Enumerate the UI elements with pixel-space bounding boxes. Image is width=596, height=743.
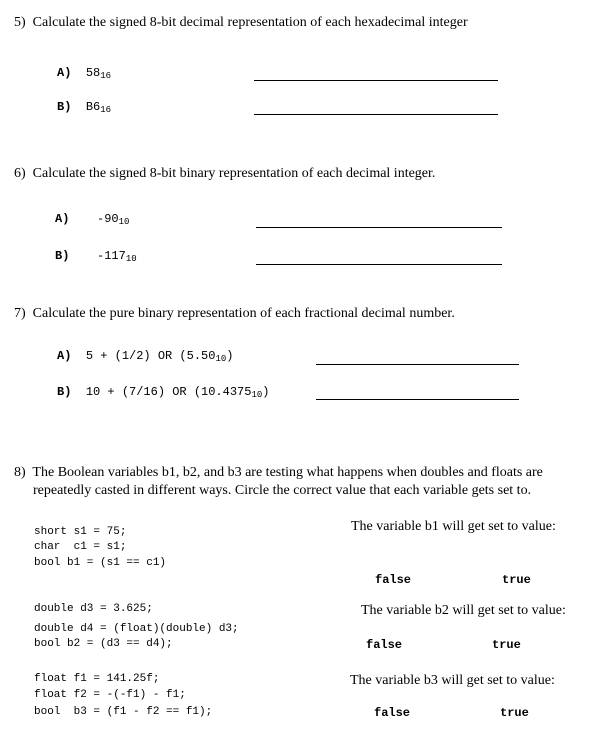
- b2-prompt: The variable b2 will get set to value:: [361, 603, 566, 618]
- code-line: double d3 = 3.625;: [34, 603, 153, 615]
- q5-b-answer-line[interactable]: [254, 114, 498, 115]
- q6-number: 6): [14, 166, 26, 181]
- b3-false-option[interactable]: false: [374, 706, 411, 720]
- q5-number: 5): [14, 15, 26, 30]
- code-line: bool b3 = (f1 - f2 == f1);: [34, 706, 213, 718]
- q5-item-a: [57, 66, 111, 81]
- q7-heading: [14, 306, 455, 322]
- q8-heading: [14, 465, 543, 481]
- q8-text-line2: repeatedly casted in different ways. Circle the correct value that each variable gets set to.: [33, 483, 532, 498]
- q6-a-base: 10: [118, 217, 130, 227]
- q5-text: Calculate the signed 8-bit decimal representation of each hexadecimal integer: [32, 15, 468, 30]
- q7-number: 7): [14, 306, 26, 321]
- q5-b-label: B): [57, 100, 72, 114]
- q7-a-close: ): [226, 349, 234, 363]
- q6-a-label: A): [55, 212, 70, 226]
- q6-b-answer-line[interactable]: [256, 264, 502, 265]
- q7-a-label: A): [57, 349, 72, 363]
- q6-a-answer-line[interactable]: [256, 227, 502, 228]
- b1-prompt: The variable b1 will get set to value:: [351, 519, 556, 534]
- code-line: float f2 = -(-f1) - f1;: [34, 689, 186, 701]
- q7-a-expr: 5 + (1/2) OR (5.50: [85, 349, 216, 363]
- b2-false-option[interactable]: false: [366, 638, 403, 652]
- b3-true-option[interactable]: true: [500, 706, 529, 720]
- q6-b-base: 10: [125, 254, 137, 264]
- q7-a-base: 10: [215, 354, 227, 364]
- q6-heading: [14, 166, 435, 182]
- b1-false-option[interactable]: false: [375, 573, 412, 587]
- q5-a-answer-line[interactable]: [254, 80, 498, 81]
- q7-b-close: ): [262, 385, 270, 399]
- q5-item-b: [57, 100, 111, 115]
- q5-b-value: B6: [85, 100, 101, 114]
- b2-true-option[interactable]: true: [492, 638, 521, 652]
- q6-b-value-wrap: [97, 249, 137, 264]
- q7-b-label: B): [57, 385, 72, 399]
- q7-text: Calculate the pure binary representation of each fractional decimal number.: [32, 306, 455, 321]
- q5-heading: [14, 15, 468, 31]
- q6-text: Calculate the signed 8-bit binary representation of each decimal integer.: [32, 166, 436, 181]
- q7-b-base: 10: [251, 390, 263, 400]
- code-line: bool b2 = (d3 == d4);: [34, 638, 173, 650]
- code-line: short s1 = 75;: [34, 526, 127, 538]
- q7-b-expr: 10 + (7/16) OR (10.4375: [85, 385, 252, 399]
- q7-item-a: [57, 349, 233, 364]
- q6-a-value: -90: [97, 212, 119, 226]
- q6-b-value: -117: [97, 249, 126, 263]
- q5-b-base: 16: [100, 105, 112, 115]
- q5-a-value: 58: [85, 66, 101, 80]
- q8-number: 8): [14, 465, 26, 480]
- code-line: bool b1 = (s1 == c1): [34, 557, 167, 569]
- q6-b-label: B): [55, 249, 70, 263]
- q7-a-answer-line[interactable]: [316, 364, 519, 365]
- q7-item-b: [57, 385, 269, 400]
- q8-text-line1: The Boolean variables b1, b2, and b3 are testing what happens when doubles and floats are: [32, 465, 543, 480]
- code-line: double d4 = (float)(double) d3;: [34, 623, 239, 635]
- q6-a-value-wrap: [97, 212, 129, 227]
- b1-true-option[interactable]: true: [502, 573, 531, 587]
- code-line: char c1 = s1;: [34, 541, 127, 553]
- code-line: float f1 = 141.25f;: [34, 673, 160, 685]
- b3-prompt: The variable b3 will get set to value:: [350, 673, 555, 688]
- q7-b-answer-line[interactable]: [316, 399, 519, 400]
- q5-a-base: 16: [100, 71, 112, 81]
- q5-a-label: A): [57, 66, 72, 80]
